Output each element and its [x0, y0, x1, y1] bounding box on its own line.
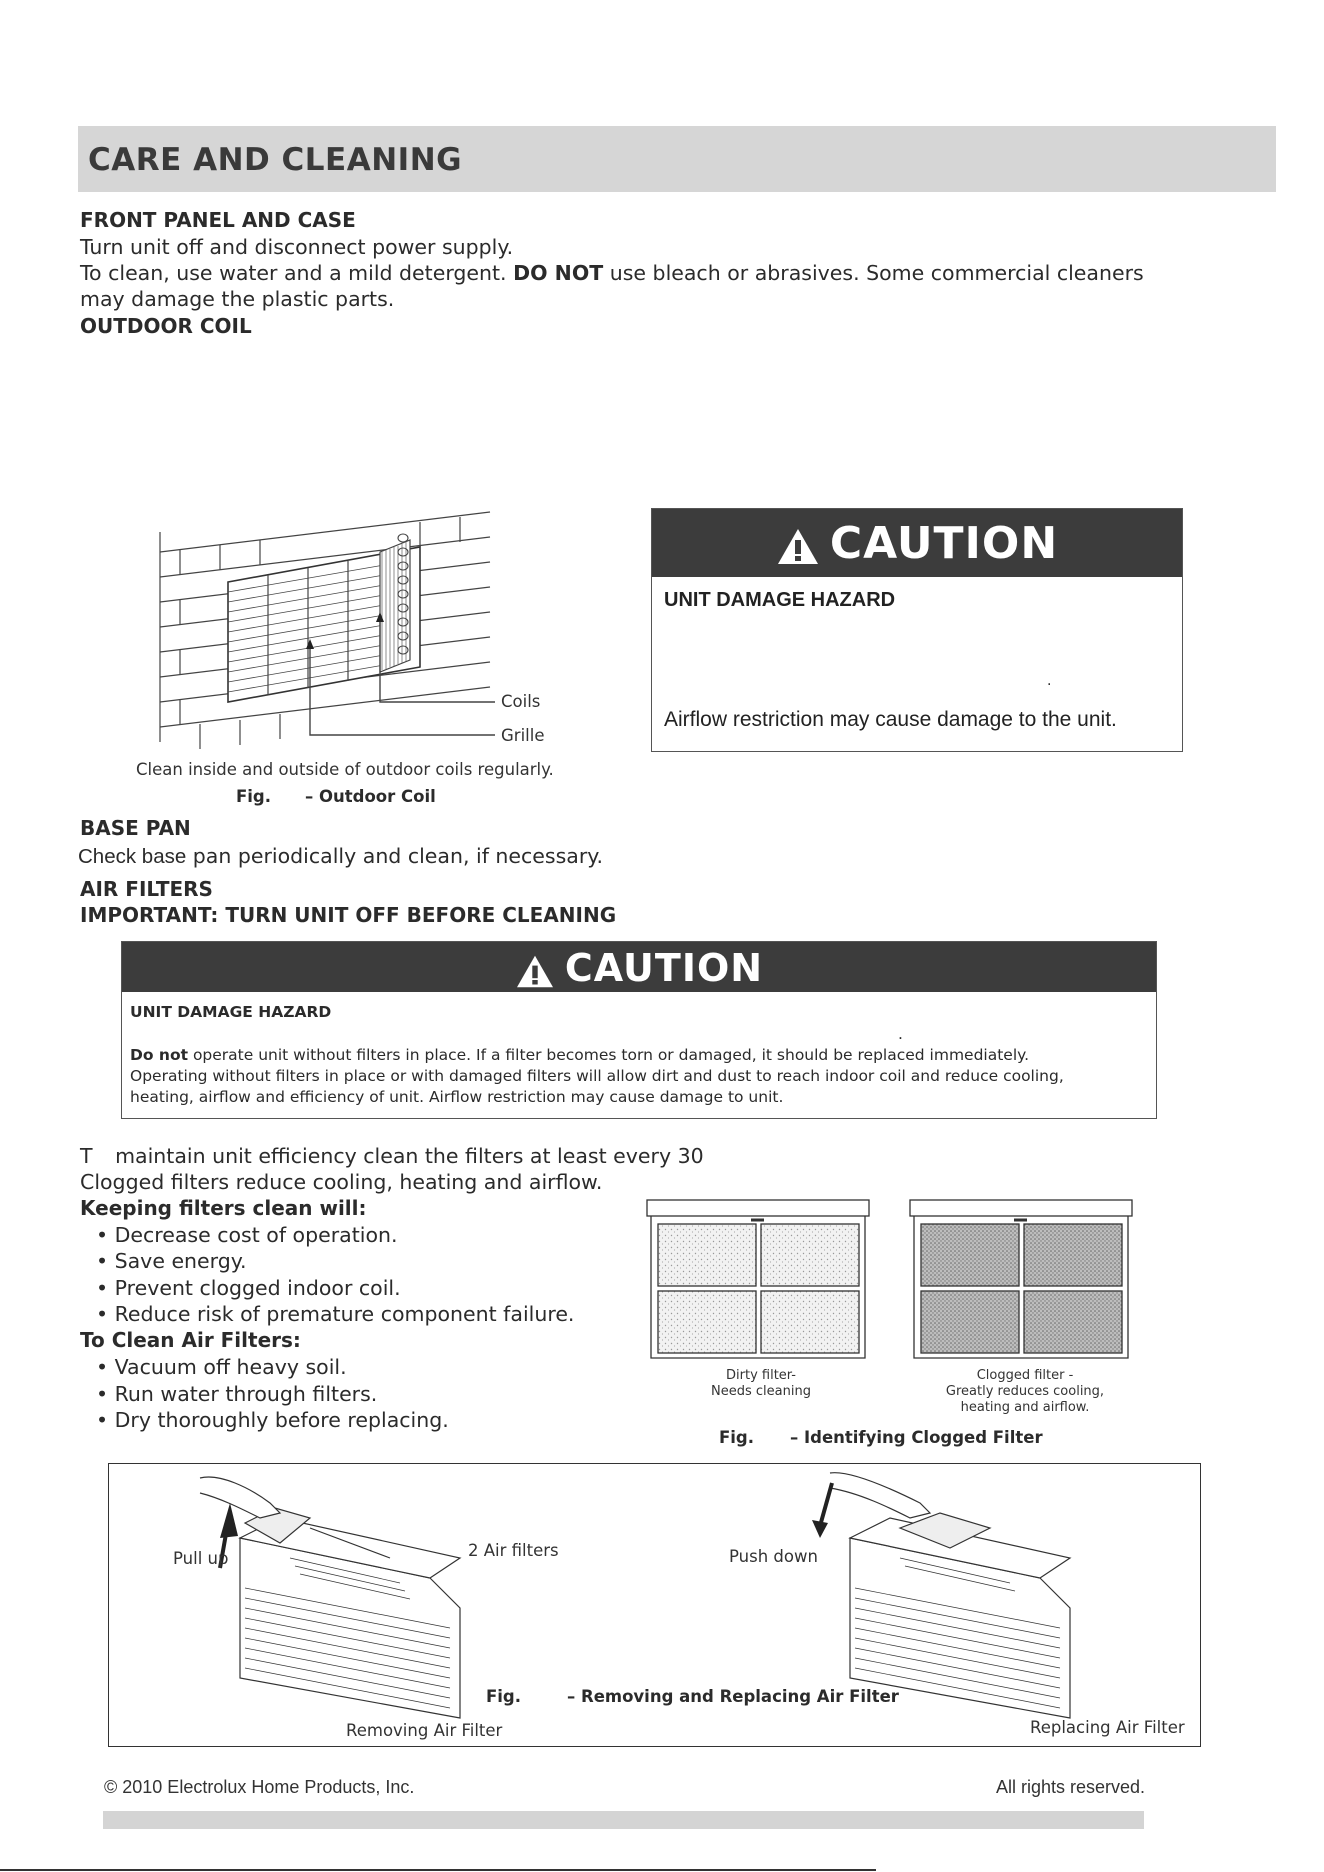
push-down-label: Push down — [729, 1547, 818, 1566]
pull-up-label: Pull up — [173, 1549, 229, 1568]
keeping-item: • Prevent clogged indoor coil. — [96, 1276, 401, 1300]
clogged-caption-line: Greatly reduces cooling, — [945, 1384, 1105, 1399]
removal-fig-label: Fig. — [486, 1687, 522, 1706]
front-panel-line3: may damage the plastic parts. — [80, 287, 395, 311]
maintain-line1-b: maintain unit efficiency clean the filters at least every 30 — [115, 1144, 704, 1168]
rights-reserved: All rights reserved. — [996, 1777, 1146, 1797]
front-panel-heading: FRONT PANEL AND CASE — [80, 208, 356, 232]
maintain-line1 — [80, 1143, 704, 1169]
copyright: © 2010 Electrolux Home Products, Inc. — [104, 1777, 415, 1797]
do-not-emphasis: Do not — [130, 1046, 189, 1064]
caution-box-outdoor — [651, 508, 1183, 752]
keeping-item: • Decrease cost of operation. — [96, 1223, 398, 1247]
clean-heading: To Clean Air Filters: — [80, 1328, 301, 1352]
filter-fig-label: Fig. — [719, 1428, 755, 1447]
warning-triangle-icon — [776, 526, 820, 566]
air-filters-label: 2 Air filters — [468, 1541, 559, 1560]
caution-banner — [652, 509, 1182, 577]
bottom-rule — [0, 1869, 876, 1871]
keeping-item: • Reduce risk of premature component failure. — [96, 1302, 575, 1326]
caution-text: Airflow restriction may cause damage to the unit. — [664, 708, 1117, 731]
caution-title: CAUTION — [564, 946, 764, 990]
base-pan-text — [78, 843, 603, 870]
clean-item: • Dry thoroughly before replacing. — [96, 1408, 449, 1432]
filter-comparison-illustration — [646, 1198, 1136, 1366]
maintain-line2: Clogged filters reduce cooling, heating and airflow. — [80, 1170, 603, 1194]
caution-box-filters — [121, 941, 1157, 1119]
caution-title: CAUTION — [829, 518, 1059, 569]
caution-dot: . — [1047, 673, 1052, 689]
warning-triangle-icon — [515, 953, 555, 989]
dirty-caption-line: Dirty filter- — [726, 1368, 796, 1383]
grille-label: Grille — [501, 726, 545, 745]
keeping-heading: Keeping filters clean will: — [80, 1196, 367, 1220]
front-panel-line2-post: use bleach or abrasives. Some commercial cleaners — [603, 261, 1144, 285]
replacing-caption: Replacing Air Filter — [1030, 1718, 1185, 1737]
air-filters-heading: AIR FILTERS — [80, 877, 213, 901]
caution-dot: . — [898, 1025, 903, 1043]
removal-fig-title: – Removing and Replacing Air Filter — [567, 1687, 899, 1706]
caution-hazard: UNIT DAMAGE HAZARD — [664, 589, 896, 611]
footer-bar — [103, 1811, 1144, 1829]
important-notice: IMPORTANT: TURN UNIT OFF BEFORE CLEANING — [80, 903, 617, 927]
do-not-emphasis: DO NOT — [513, 261, 604, 285]
dirty-caption-line: Needs cleaning — [711, 1384, 811, 1399]
clogged-caption-line: Clogged filter - — [976, 1368, 1074, 1383]
page-title: CARE AND CLEANING — [88, 142, 463, 178]
clogged-caption-line: heating and airflow. — [960, 1400, 1090, 1415]
front-panel-line2 — [80, 260, 1144, 286]
front-panel-line2-pre: To clean, use water and a mild detergent. — [80, 261, 514, 285]
clogged-filter-caption — [920, 1368, 1130, 1416]
clean-item: • Run water through filters. — [96, 1382, 378, 1406]
base-pan-text-b: pan periodically and clean, if necessary. — [192, 844, 603, 868]
outdoor-coil-caption: Clean inside and outside of outdoor coils regularly. — [136, 760, 554, 779]
caution-line1 — [130, 1045, 1029, 1066]
base-pan-text-a: Check base — [78, 845, 187, 868]
front-panel-line1: Turn unit off and disconnect power supply. — [80, 235, 514, 259]
outdoor-coil-fig-title: – Outdoor Coil — [305, 787, 436, 806]
filter-fig-title: – Identifying Clogged Filter — [790, 1428, 1043, 1447]
outdoor-coil-heading: OUTDOOR COIL — [80, 314, 252, 338]
maintain-line1-a: T — [80, 1144, 93, 1168]
caution-line1-text: operate unit without filters in place. If a filter becomes torn or damaged, it should be replaced immediately. — [188, 1046, 1030, 1064]
caution-hazard: UNIT DAMAGE HAZARD — [130, 1003, 332, 1021]
dirty-filter-caption — [686, 1368, 836, 1400]
caution-banner — [122, 942, 1156, 992]
caution-line3: heating, airflow and efficiency of unit. Airflow restriction may cause damage to unit. — [130, 1088, 784, 1106]
outdoor-coil-fig-label: Fig. — [236, 787, 272, 806]
section-header — [78, 126, 1276, 192]
coils-label: Coils — [501, 692, 541, 711]
caution-line2: Operating without filters in place or with damaged filters will allow dirt and dust to reach indoor coil and reduce cooling, — [130, 1067, 1064, 1085]
removing-filter-illustration — [160, 1468, 480, 1733]
removing-caption: Removing Air Filter — [346, 1721, 503, 1740]
keeping-item: • Save energy. — [96, 1249, 247, 1273]
outdoor-coil-illustration — [150, 492, 510, 752]
clean-item: • Vacuum off heavy soil. — [96, 1355, 347, 1379]
base-pan-heading: BASE PAN — [80, 816, 191, 840]
